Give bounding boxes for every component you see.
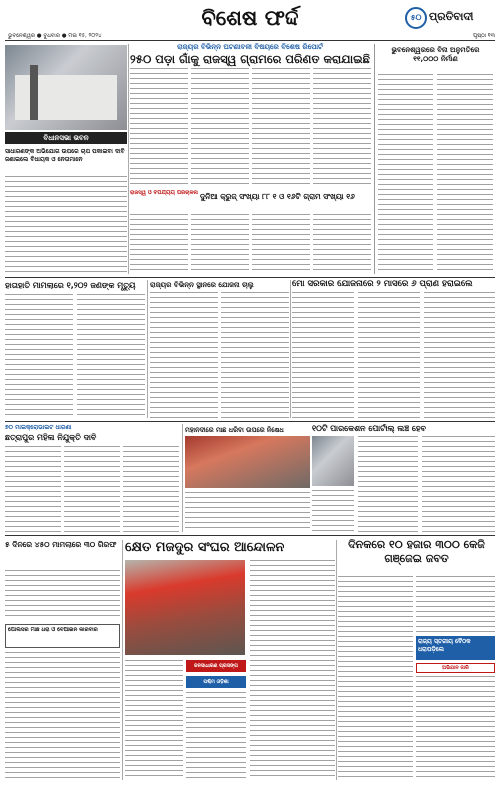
col-divider-6	[336, 540, 337, 780]
section-rule-1	[5, 277, 495, 278]
bottom-left-subheadline: ପୋଲିସର ମାଛ ଧରା ଓ ବେଆଇନ କାରବାର	[8, 627, 98, 633]
row2-body-1a	[5, 294, 73, 418]
lead-body-col2	[191, 68, 249, 186]
row2-body-3b	[358, 292, 420, 418]
row2-headline-2: ରାଜ୍ୟର ବିଭିନ୍ନ ସ୍ଥାନରେ ଯୋଜନା ଚାଲୁ	[150, 281, 254, 289]
left-story-body	[5, 176, 127, 274]
bottom-left-headline: ୫ ଦିନରେ ୪୫୦ ମାମଲାରେ ୩୦ ଗିରଫ	[5, 540, 117, 549]
bottom-mid-body3	[186, 692, 246, 780]
row3-body-3c	[312, 490, 354, 532]
row3-headline-1: ଛତ୍ରାପୁର ମହିଳା ନିଯୁକ୍ତି ଦାବି	[5, 433, 97, 442]
row3-body-1c	[123, 446, 179, 532]
tag-box-3: ଅଭିଯାନ ଜାରି	[416, 663, 495, 673]
bottom-big-headline-1: କ୍ଷେତ ମଜଦୁର ସଂଘର ଆନ୍ଦୋଳନ	[125, 540, 285, 555]
mid-band-body1	[130, 214, 188, 274]
row3-body-3a	[358, 436, 418, 532]
lead-body-col4	[313, 68, 371, 186]
logo-emblem: ୫୦	[405, 7, 427, 29]
col-divider-4	[182, 424, 183, 532]
row3-body-1a	[5, 446, 61, 532]
masthead-title: ବିଶେଷ ଫର୍ଦ୍ଦ	[201, 5, 299, 30]
row3-body-2	[185, 492, 310, 532]
bottom-left-body2	[5, 652, 120, 780]
mid-band-headline: ଦୁନିଆ କ୍ରୁଜ୍ ସଂଖ୍ୟା ୮୮ ୧ ଓ ୧୬ଟି ଗ୍ରାମ ସଂଖ୍ୟା ୧୬	[200, 192, 355, 201]
dateline: ଭୁବନେଶ୍ୱର ● ବୁଧବାର ● ମଇ ୧୫, ୨୦୨୪	[8, 33, 102, 39]
bottom-right-body3	[416, 676, 495, 780]
col-divider-5	[122, 540, 123, 780]
masthead-rule	[5, 40, 495, 41]
row2-body-3c	[424, 292, 495, 418]
row2-headline-3: ମୋ ସରକାର ଯୋଜନାରେ ୨ ମାସରେ ୬ ପ୍ରାଣ ହରାଇଲେ	[292, 279, 473, 289]
left-story-headline: ସାଧାରଣଙ୍କ ଅଭିଯୋଗ ଉପରେ ଚାପ ପକାଇବା ଦାବି ଜଣାଇଲେ ବିଧାୟକ ଓ ନେତାମାନେ	[5, 148, 125, 163]
protest-photo	[185, 436, 310, 488]
lead-headline: ୨୫୦ ପଡ଼ା ଗାଁକୁ ରାଜସ୍ୱ ଗ୍ରାମରେ ପରିଣତ କରାଯାଇଛି	[130, 52, 370, 66]
photo-caption: ବିଧାନସଭା ଭବନ	[5, 132, 127, 144]
row3-body-1b	[64, 446, 120, 532]
col-divider-3	[290, 280, 291, 418]
right-story-body-col1	[378, 74, 433, 272]
bottom-right-headline: ରାଜ୍ୟ ସ୍ତରୀୟ ବୈଠକ ଧରାପଡ଼ିଲେ	[418, 638, 471, 653]
row2-body-3a	[292, 292, 354, 418]
lead-body-col1	[130, 68, 188, 186]
right-story-body-col2	[437, 74, 493, 272]
row2-headline-1: ହାତାହାତି ମାମଲାରେ ୧,୨୦୨ ଜଣଙ୍କ ମୃତ୍ୟୁ	[5, 281, 136, 290]
kicker: ରାଜ୍ୟର ବିଭିନ୍ନ ଘଟଣାବଳୀ ବିଷୟରେ ବିଶେଷ ରିପୋର୍ଟ	[177, 43, 323, 51]
bottom-photo	[125, 560, 245, 655]
bottom-left-sub	[5, 624, 120, 648]
row3-headline-3: ୧୦ଟି ପାରକେଶନ ପୋର୍ଟାଲ୍ ଲଞ୍ଚ ହେବ	[312, 424, 426, 433]
bottom-right-body2	[416, 576, 495, 632]
row2-body-2b	[221, 292, 289, 418]
mid-band-left: ରାଜସ୍ୱ ଓ ବିପର୍ଯ୍ୟୟ ପରିଚାଳନା	[130, 190, 198, 196]
row3-body-3b	[422, 436, 495, 532]
publication-logo: ପ୍ରତିବାଦୀ	[429, 10, 474, 23]
section-rule-2	[5, 421, 495, 422]
row3-band: ୭୦ ମାଇକ୍ରୋଭାଇଟ ଧାରଣା	[5, 424, 72, 431]
right-story-headline: ଭୁବନେଶ୍ୱରରେ ବିନା ଅନୁମତିରେ ୧୧,୦୦୦ ନିର୍ମାଣ	[391, 46, 480, 63]
col-divider-2	[147, 280, 148, 418]
mid-band-body2	[191, 214, 249, 274]
bottom-mid-body1	[250, 560, 335, 780]
page-number: ପୃଷ୍ଠା ୧୩	[472, 33, 495, 39]
mid-band-body4	[313, 214, 371, 274]
row3-right-photo	[312, 436, 354, 486]
tag-box-1: ଜନସାଧାରଣ ପ୍ରସଙ୍ଗ	[186, 660, 246, 672]
col-divider-1	[128, 44, 129, 274]
bottom-big-headline-2: ଦିନକରେ ୧୦ ହଜାର ୩୦୦ କେଜି ଗଞ୍ଜେଇ ଜବତ	[348, 538, 485, 565]
assembly-photo	[5, 45, 127, 130]
row2-body-2a	[150, 292, 218, 418]
bottom-left-body1	[5, 570, 120, 620]
section-rule-3	[5, 535, 495, 536]
row3-headline-2: ମହାନଦୀରେ ମାଛ ଧରିବା ଉପରେ ନିଷେଧ	[185, 426, 284, 434]
lead-body-col3	[252, 68, 310, 186]
bottom-right-box	[416, 636, 495, 660]
bottom-mid-body2	[125, 660, 183, 780]
bottom-right-body1	[338, 576, 413, 780]
row2-body-1b	[77, 294, 145, 418]
tag-box-2: ପଶ୍ଚିମ ଓଡ଼ିଶା	[186, 676, 246, 688]
mid-band-body3	[252, 214, 310, 274]
